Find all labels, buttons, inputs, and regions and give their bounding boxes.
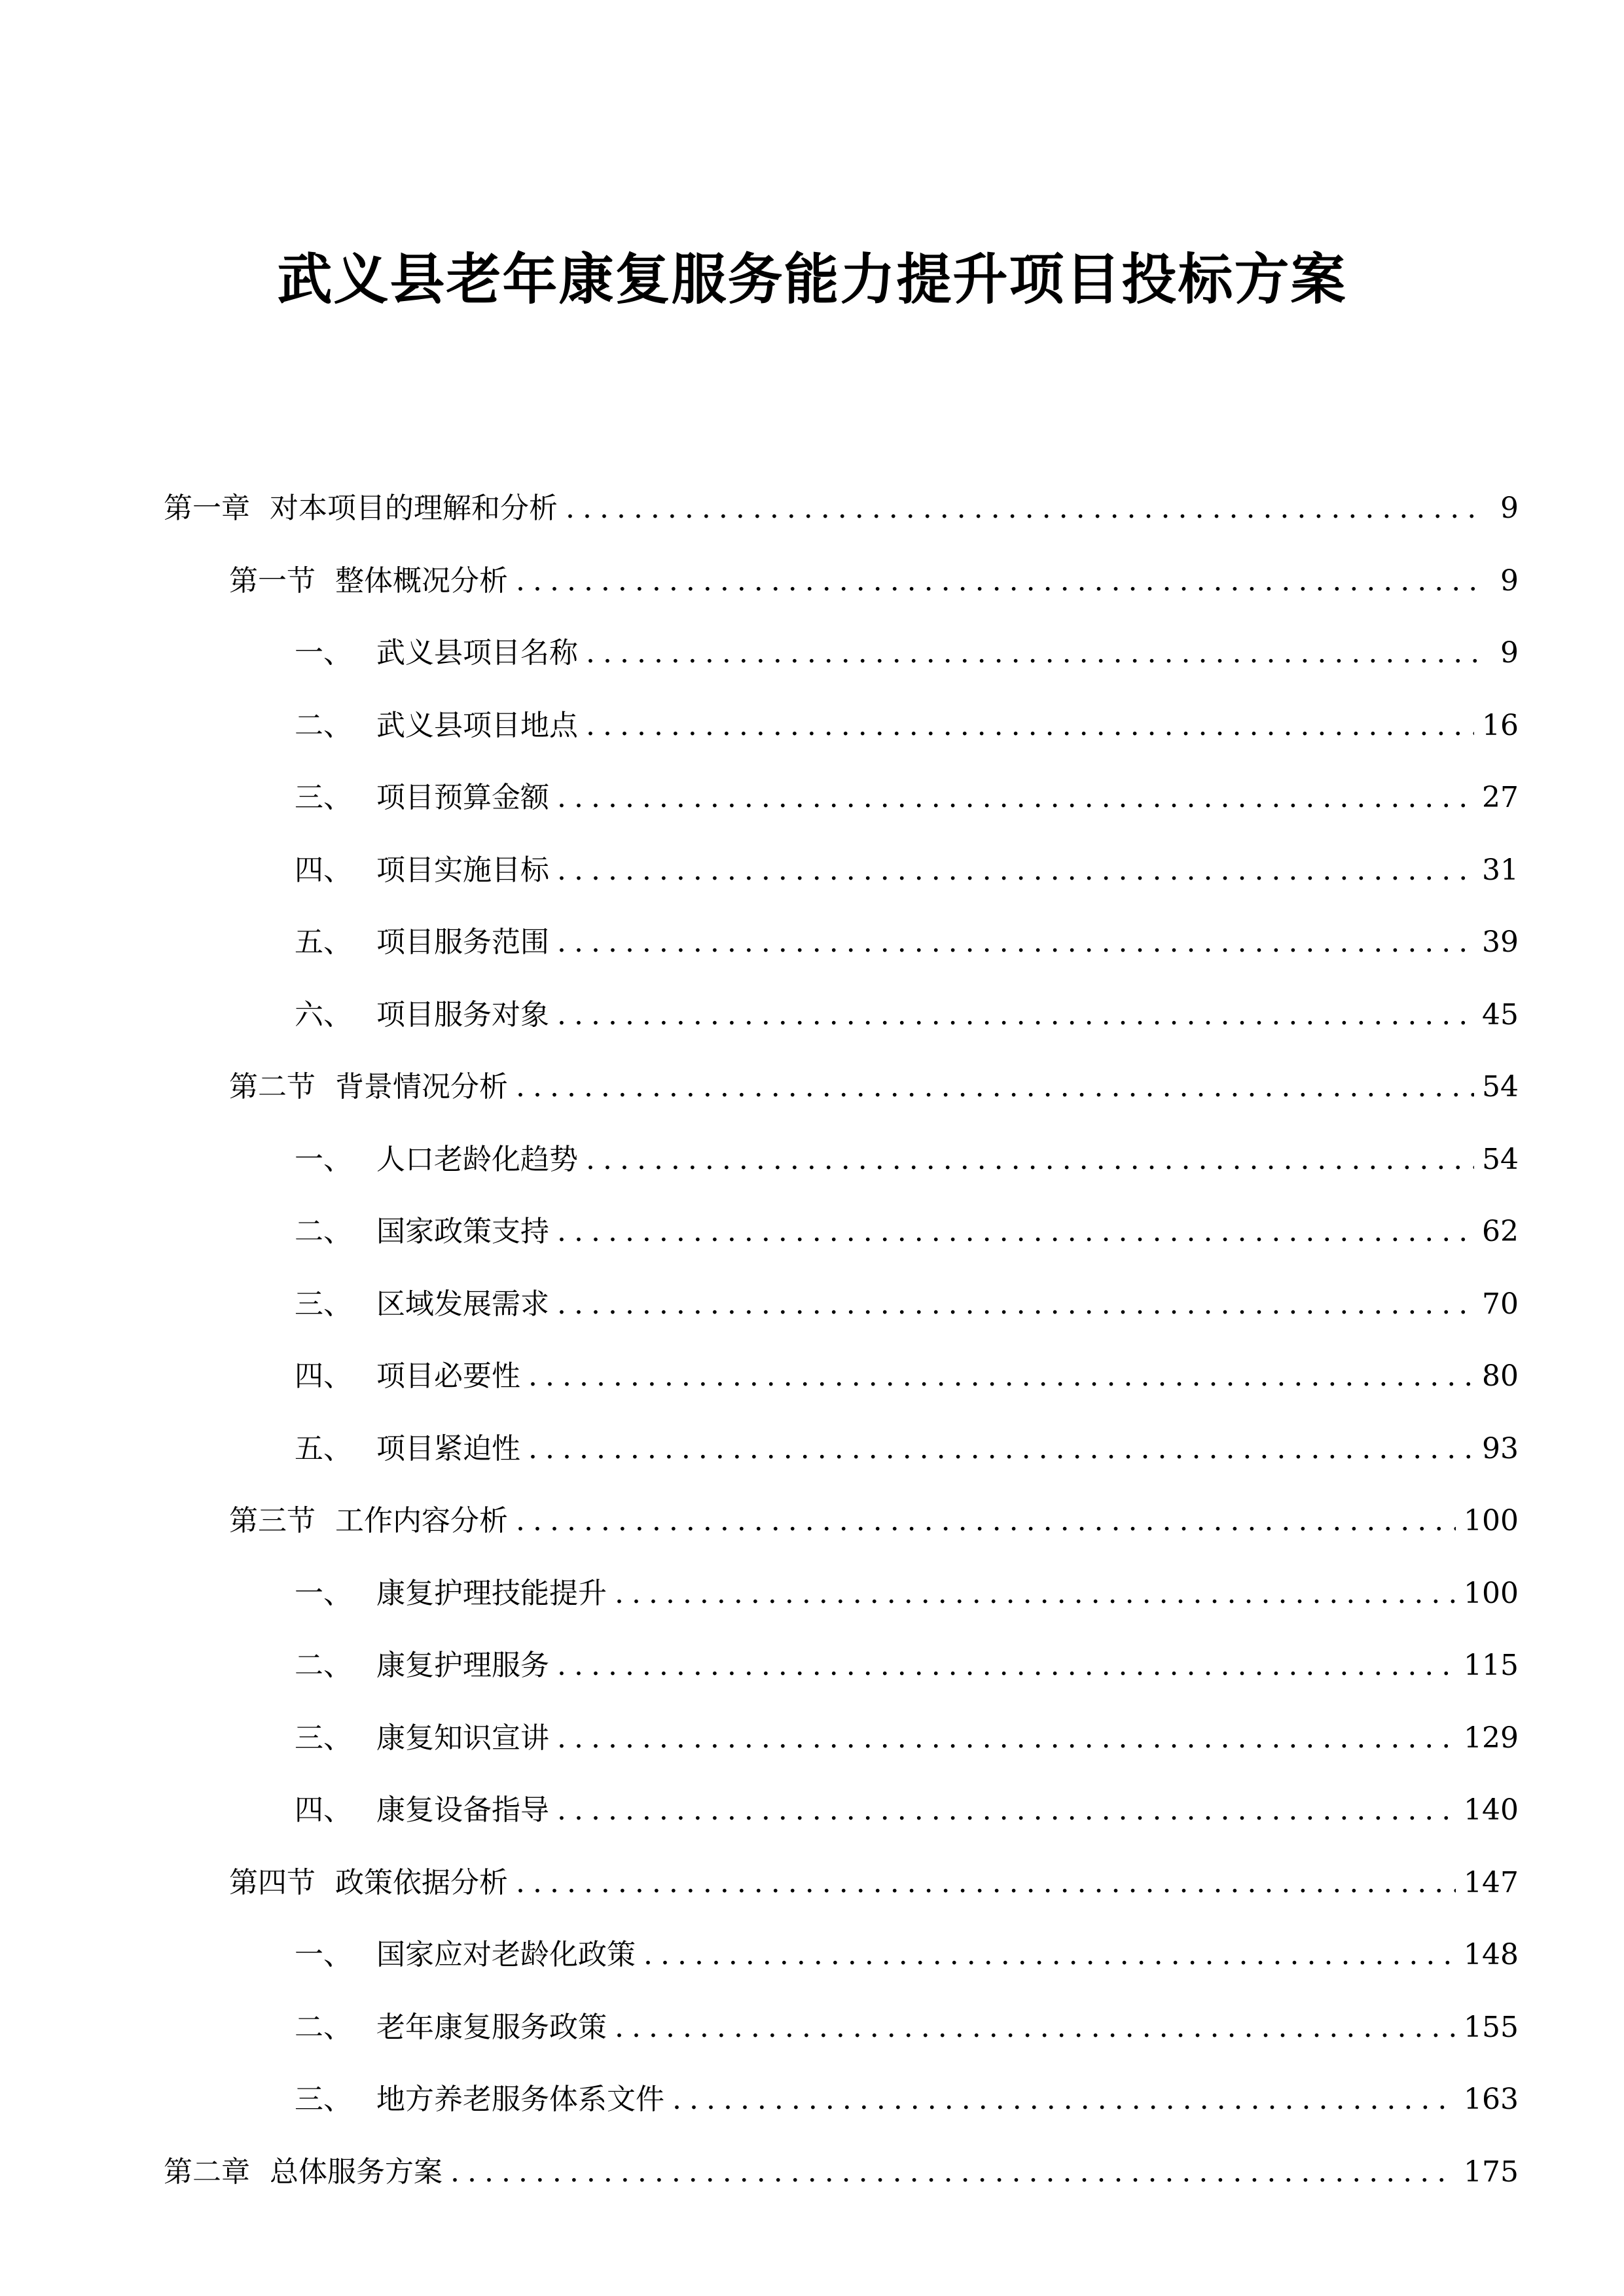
toc-dot-leader — [516, 1860, 1456, 1906]
toc-entry-label — [295, 1715, 549, 1761]
toc-entry-number: 一、 — [295, 1142, 352, 1176]
toc-page-number: 45 — [1482, 997, 1519, 1031]
toc-page-number: 155 — [1464, 2010, 1519, 2044]
toc-page-number: 175 — [1464, 2155, 1519, 2189]
toc-dot-leader — [586, 630, 1485, 676]
toc-entry-text: 整体概况分析 — [335, 564, 508, 598]
toc-entry-text: 国家应对老龄化政策 — [376, 1938, 636, 1971]
toc-entry-text: 项目紧迫性 — [376, 1431, 520, 1465]
toc-entry-label — [295, 1137, 578, 1183]
toc-entry-label — [164, 2149, 442, 2195]
toc-entry-number: 二、 — [295, 1649, 352, 1682]
toc-entry-label — [229, 1064, 508, 1110]
toc-dot-leader — [557, 1209, 1474, 1255]
toc-entry-text: 地方养老服务体系文件 — [376, 2083, 664, 2116]
toc-entry-number: 五、 — [295, 925, 352, 959]
toc-entry-number: 三、 — [295, 1721, 352, 1755]
toc-page-number: 140 — [1464, 1793, 1519, 1827]
toc-entry-label — [229, 1860, 508, 1906]
toc-dot-leader — [557, 992, 1474, 1038]
toc-page-number: 54 — [1482, 1070, 1519, 1103]
toc-dot-leader — [528, 1354, 1474, 1399]
toc-entry-text: 项目服务范围 — [376, 925, 549, 959]
toc-entry-number: 一、 — [295, 1938, 352, 1971]
toc-entry[interactable] — [295, 1426, 1519, 1472]
toc-entry-text: 项目服务对象 — [376, 997, 549, 1031]
toc-page-number: 39 — [1482, 925, 1519, 959]
toc-dot-leader — [566, 486, 1485, 531]
toc-entry-label — [295, 2005, 607, 2051]
toc-page-number: 70 — [1482, 1287, 1519, 1321]
toc-entry-label — [229, 558, 508, 604]
toc-entry-label — [295, 2077, 664, 2123]
toc-entry-text: 工作内容分析 — [335, 1504, 508, 1537]
toc-dot-leader — [516, 1064, 1474, 1110]
toc-page-number: 163 — [1464, 2083, 1519, 2116]
toc-entry-number: 二、 — [295, 708, 352, 742]
toc-entry[interactable] — [295, 848, 1519, 893]
toc-entry-text: 项目实施目标 — [376, 853, 549, 887]
toc-page-number: 9 — [1500, 564, 1519, 598]
toc-entry[interactable] — [295, 1787, 1519, 1833]
toc-entry-number: 三、 — [295, 1287, 352, 1321]
toc-entry-text: 人口老龄化趋势 — [376, 1142, 578, 1176]
toc-dot-leader — [586, 703, 1474, 749]
toc-page-number: 147 — [1464, 1865, 1519, 1899]
toc-entry-label — [295, 775, 549, 821]
document-title: 武义县老年康复服务能力提升项目投标方案 — [277, 247, 1347, 312]
toc-entry[interactable] — [295, 1354, 1519, 1399]
toc-entry[interactable] — [164, 2149, 1519, 2195]
toc-page-number: 54 — [1482, 1142, 1519, 1176]
toc-entry[interactable] — [295, 775, 1519, 821]
toc-entry-text: 项目必要性 — [376, 1359, 520, 1393]
toc-page-number: 31 — [1482, 853, 1519, 887]
toc-entry-number: 二、 — [295, 1215, 352, 1248]
toc-entry[interactable] — [164, 486, 1519, 531]
toc-entry-number: 第一节 — [229, 564, 316, 598]
toc-page-number: 100 — [1464, 1504, 1519, 1537]
toc-page-number: 93 — [1482, 1431, 1519, 1465]
toc-entry-label — [295, 1209, 549, 1255]
toc-entry-number: 第一章 — [164, 492, 250, 525]
toc-dot-leader — [615, 2005, 1456, 2051]
toc-entry[interactable] — [295, 1571, 1519, 1617]
toc-entry-text: 康复护理服务 — [376, 1649, 549, 1682]
toc-entry[interactable] — [295, 630, 1519, 676]
toc-entry-number: 二、 — [295, 2010, 352, 2044]
toc-dot-leader — [557, 775, 1474, 821]
toc-entry[interactable] — [229, 1498, 1519, 1544]
toc-dot-leader — [643, 1932, 1456, 1978]
toc-entry-number: 四、 — [295, 853, 352, 887]
toc-dot-leader — [557, 1715, 1456, 1761]
toc-entry[interactable] — [295, 2077, 1519, 2123]
toc-page-number: 115 — [1464, 1649, 1519, 1682]
toc-entry-label — [295, 1426, 520, 1472]
toc-page-number: 9 — [1500, 636, 1519, 670]
toc-entry[interactable] — [295, 920, 1519, 965]
toc-entry-number: 第二节 — [229, 1070, 316, 1103]
toc-entry[interactable] — [295, 1209, 1519, 1255]
toc-entry[interactable] — [229, 1064, 1519, 1110]
toc-entry-text: 区域发展需求 — [376, 1287, 549, 1321]
toc-dot-leader — [557, 1787, 1456, 1833]
toc-entry-label — [295, 1643, 549, 1689]
toc-entry-number: 一、 — [295, 1576, 352, 1610]
toc-entry-label — [295, 630, 578, 676]
toc-entry-label — [295, 992, 549, 1038]
toc-entry-text: 总体服务方案 — [270, 2155, 442, 2189]
toc-dot-leader — [557, 1643, 1456, 1689]
toc-entry-label — [295, 848, 549, 893]
toc-entry-label — [295, 1282, 549, 1327]
toc-entry-label — [295, 1354, 520, 1399]
toc-entry-text: 康复知识宣讲 — [376, 1721, 549, 1755]
toc-entry-number: 四、 — [295, 1359, 352, 1393]
toc-entry-text: 对本项目的理解和分析 — [270, 492, 558, 525]
toc-entry-text: 老年康复服务政策 — [376, 2010, 607, 2044]
toc-entry[interactable] — [229, 558, 1519, 604]
toc-entry[interactable] — [295, 1137, 1519, 1183]
toc-entry-text: 项目预算金额 — [376, 781, 549, 814]
toc-entry-number: 第三节 — [229, 1504, 316, 1537]
toc-page-number: 100 — [1464, 1576, 1519, 1610]
toc-page-number: 80 — [1482, 1359, 1519, 1393]
toc-entry[interactable] — [229, 1860, 1519, 1906]
toc-entry-number: 第二章 — [164, 2155, 250, 2189]
toc-page-number: 129 — [1464, 1721, 1519, 1755]
toc-entry-number: 四、 — [295, 1793, 352, 1827]
toc-dot-leader — [557, 848, 1474, 893]
toc-dot-leader — [557, 920, 1474, 965]
toc-entry-text: 康复设备指导 — [376, 1793, 549, 1827]
toc-entry-number: 五、 — [295, 1431, 352, 1465]
toc-entry-label — [295, 920, 549, 965]
toc-entry-label — [164, 486, 558, 531]
toc-entry[interactable] — [295, 1715, 1519, 1761]
toc-dot-leader — [586, 1137, 1474, 1183]
toc-page-number: 9 — [1500, 492, 1519, 525]
toc-entry-label — [295, 1571, 607, 1617]
toc-dot-leader — [516, 558, 1485, 604]
toc-entry-number: 一、 — [295, 636, 352, 670]
toc-entry-number: 三、 — [295, 781, 352, 814]
toc-entry[interactable] — [295, 992, 1519, 1038]
toc-entry[interactable] — [295, 1643, 1519, 1689]
toc-entry-text: 背景情况分析 — [335, 1070, 508, 1103]
toc-entry[interactable] — [295, 703, 1519, 749]
toc-dot-leader — [516, 1498, 1456, 1544]
toc-entry-label — [295, 1787, 549, 1833]
toc-entry-number: 第四节 — [229, 1865, 316, 1899]
toc-page-number: 16 — [1482, 708, 1519, 742]
toc-dot-leader — [528, 1426, 1474, 1472]
toc-entry[interactable] — [295, 1282, 1519, 1327]
toc-page-number: 27 — [1482, 781, 1519, 814]
toc-page-number: 62 — [1482, 1215, 1519, 1248]
toc-entry-text: 国家政策支持 — [376, 1215, 549, 1248]
toc-entry-label — [295, 703, 578, 749]
toc-entry-text: 武义县项目名称 — [376, 636, 578, 670]
toc-entry-label — [229, 1498, 508, 1544]
toc-entry-number: 六、 — [295, 997, 352, 1031]
toc-entry[interactable] — [295, 2005, 1519, 2051]
toc-entry-label — [295, 1932, 636, 1978]
toc-entry-text: 康复护理技能提升 — [376, 1576, 607, 1610]
toc-dot-leader — [557, 1282, 1474, 1327]
toc-dot-leader — [672, 2077, 1456, 2123]
toc-dot-leader — [450, 2149, 1456, 2195]
toc-page-number: 148 — [1464, 1938, 1519, 1971]
toc-entry[interactable] — [295, 1932, 1519, 1978]
toc-entry-text: 政策依据分析 — [335, 1865, 508, 1899]
toc-entry-number: 三、 — [295, 2083, 352, 2116]
toc-entry-text: 武义县项目地点 — [376, 708, 578, 742]
toc-dot-leader — [615, 1571, 1456, 1617]
